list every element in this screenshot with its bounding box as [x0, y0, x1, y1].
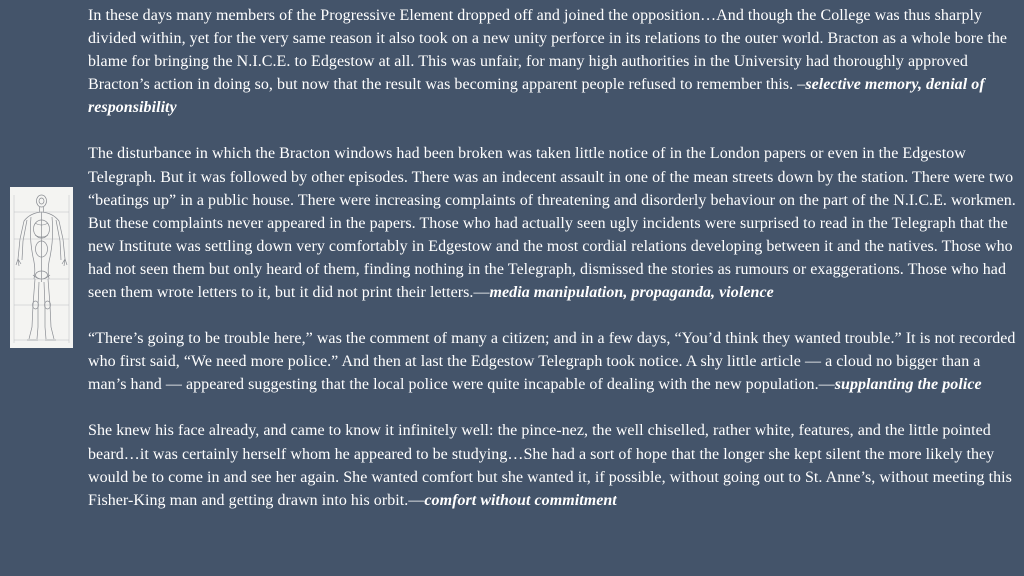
paragraph-text: In these days many members of the Progressive Element dropped off and joined the opposition…And though the College was thus sharply divided within, yet for the very same reason it also took on a new unity perforce in its relations to the outer world. Bracton as a whole bore the blame for bringing the N.I.C.E. to Edgestow at all. This was unfair, for many high authorities in the University had thoroughly approved Bracton’s action in doing so, but now that the result was becoming apparent people refused to remember this. [88, 7, 1008, 94]
paragraph-text: The disturbance in which the Bracton windows had been broken was taken little notice of in the London papers or even in the Edgestow Telegraph. But it was followed by other episodes. There was an indecent assault in one of the mean streets down by the station. There were two “beatings up” in a public house. There were increasing complaints of threatening and disorderly behaviour on the part of the N.I.C.E. workmen. But these complaints never appeared in the papers. Those who had actually seen ugly incidents were surprised to read in the Telegraph that the new Institute was settling down very comfortably in Edgestow and the most cordial relations developing between it and the natives. Those who had not seen them but only heard of them, finding nothing in the Telegraph, dismissed the stories as rumours or exaggerations. Those who had seen them wrote letters to it, but it did not print their letters. [88, 145, 1016, 302]
paragraph-2 [88, 142, 1022, 304]
figure-thumbnail [10, 187, 73, 348]
paragraph-3 [88, 327, 1022, 396]
annotation-label: supplanting the police [834, 376, 982, 394]
text-body [88, 4, 1022, 535]
annotation-dash: – [797, 76, 806, 94]
anatomical-figure-drawing-icon [10, 187, 73, 348]
annotation-dash: — [408, 491, 425, 509]
annotation-dash: — [473, 284, 490, 302]
paragraph-text: “There’s going to be trouble here,” was the comment of many a citizen; and in a few days, “You’d think they wanted trouble.” It is not recorded who first said, “We need more police.” And then at last the Edgestow Telegraph took notice. A shy little article — a cloud no bigger than a man’s hand — appeared suggesting that the local police were quite incapable of dealing with the new population. [88, 330, 1016, 394]
paragraph-text: She knew his face already, and came to know it infinitely well: the pince-nez, the well chiselled, rather white, features, and the little pointed beard…it was certainly herself whom he appeared to be studying…She had a sort of hope that the longer she kept silent the more likely they would be to come in and see her again. She wanted comfort but she wanted it, if possible, without going out to St. Anne’s, without meeting this Fisher-King man and getting drawn into his orbit. [88, 422, 1012, 509]
paragraph-4 [88, 419, 1022, 511]
annotation-label: media manipulation, propaganda, violence [489, 284, 774, 302]
paragraph-1 [88, 4, 1022, 119]
annotation-dash: — [818, 376, 835, 394]
annotation-label: comfort without commitment [424, 491, 617, 509]
annotation-label: selective memory, denial of responsibility [88, 76, 985, 117]
